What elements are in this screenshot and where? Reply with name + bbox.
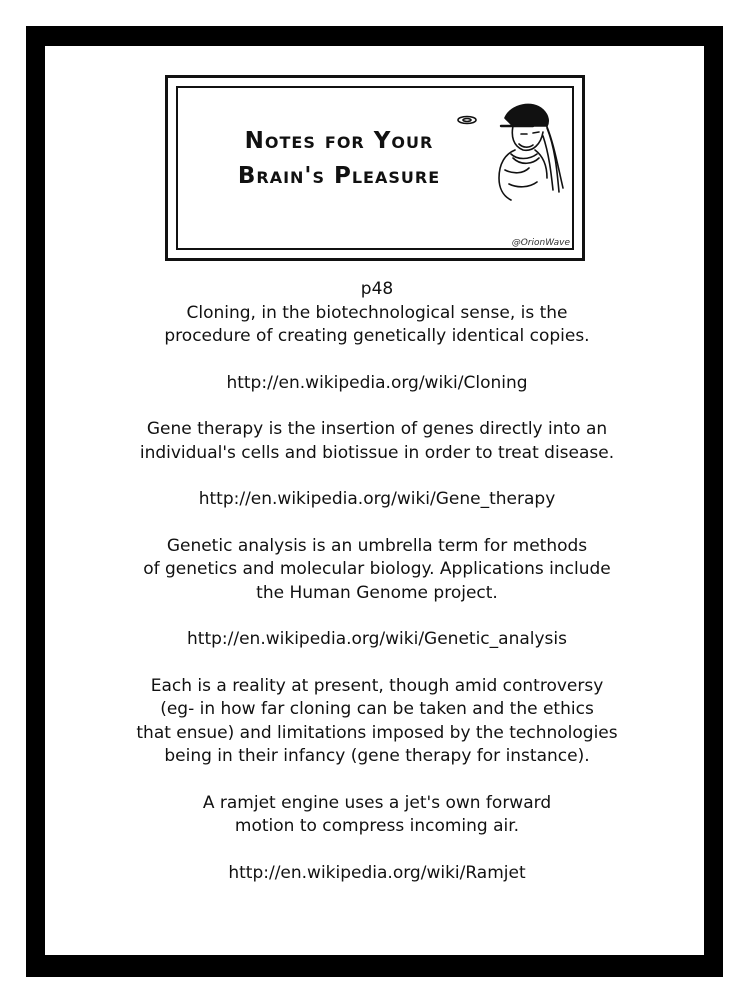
spacer (80, 349, 674, 372)
spacer (80, 465, 674, 488)
note-line: Genetic analysis is an umbrella term for methods (166, 535, 588, 556)
spacer (80, 839, 674, 862)
note-line: (eg- in how far cloning can be taken and the ethics (160, 699, 594, 719)
note-line: Gene therapy is the insertion of genes directly into an (146, 419, 608, 439)
capped-character-illustration-icon (453, 92, 568, 212)
title-line-2: Brain's Pleasure (237, 163, 441, 189)
page-number: p48 (360, 279, 394, 299)
note-line: A ramjet engine uses a jet's own forward (202, 792, 552, 813)
note-line: the Human Genome project. (256, 582, 498, 603)
note-line: that ensue) and limitations imposed by the technologies (136, 722, 618, 743)
note-line: individual's cells and biotissue in order to treat disease. (139, 442, 615, 463)
spacer (80, 512, 674, 535)
notes-body (80, 278, 674, 885)
note-link[interactable]: http://en.wikipedia.org/wiki/Ramjet (228, 862, 526, 883)
note-line: Cloning, in the biotechnological sense, is the (186, 302, 568, 323)
spacer (80, 769, 674, 792)
note-line: Each is a reality at present, though amid controversy (150, 675, 604, 696)
note-link[interactable]: http://en.wikipedia.org/wiki/Cloning (226, 372, 528, 393)
note-link[interactable]: http://en.wikipedia.org/wiki/Genetic_analysis (187, 629, 567, 649)
note-link[interactable]: http://en.wikipedia.org/wiki/Gene_therapy (198, 489, 556, 509)
page-title (214, 124, 464, 194)
note-line: being in their infancy (gene therapy for instance). (164, 746, 590, 766)
title-line-1: Notes for Your (244, 128, 434, 154)
spacer (80, 652, 674, 675)
spacer (80, 395, 674, 418)
title-box (165, 75, 585, 261)
note-line: motion to compress incoming air. (234, 816, 520, 836)
note-line: procedure of creating genetically identical copies. (164, 326, 590, 346)
note-line: of genetics and molecular biology. Applications include (143, 559, 611, 579)
spacer (80, 605, 674, 628)
artist-credit: @OrionWave (511, 238, 570, 248)
